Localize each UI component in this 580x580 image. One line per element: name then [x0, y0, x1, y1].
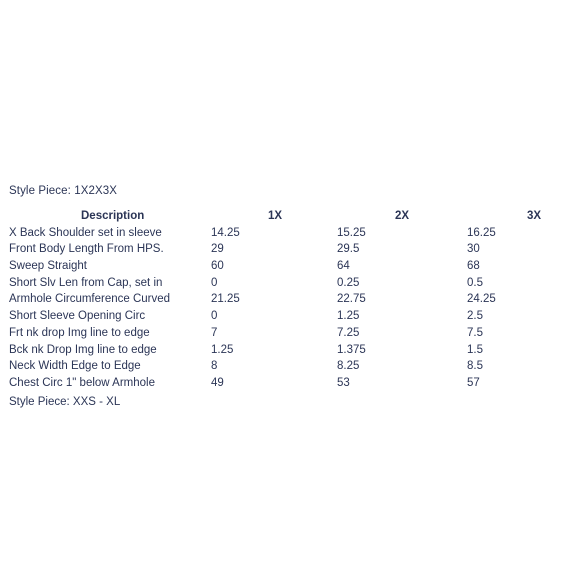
- row-value-1x: 7: [211, 326, 218, 339]
- table-row: [0, 325, 580, 342]
- row-value-2x: 1.25: [337, 310, 360, 323]
- size-spec-table: [0, 208, 580, 392]
- row-description: Sweep Straight: [9, 260, 87, 273]
- header-size-2x: 2X: [395, 210, 410, 222]
- row-value-1x: 21.25: [211, 293, 240, 306]
- row-description: Frt nk drop Img line to edge: [9, 326, 150, 339]
- row-value-2x: 29.5: [337, 243, 360, 256]
- row-description: Armhole Circumference Curved: [9, 293, 171, 306]
- header-size-1x: 1X: [268, 210, 283, 222]
- row-value-1x: 60: [211, 260, 224, 273]
- row-value-1x: 8: [211, 360, 218, 373]
- next-style-piece-title: Style Piece: XXS - XL: [9, 396, 121, 408]
- row-value-1x: 49: [211, 376, 224, 389]
- header-size-3x: 3X: [527, 210, 542, 222]
- header-description: Description: [81, 210, 145, 222]
- row-value-2x: 8.25: [337, 360, 360, 373]
- table-row: [0, 275, 580, 292]
- row-description: Short Slv Len from Cap, set in: [9, 276, 163, 289]
- row-value-1x: 0: [211, 276, 218, 289]
- row-value-3x: 57: [467, 376, 480, 389]
- row-value-1x: 29: [211, 243, 224, 256]
- row-value-2x: 64: [337, 260, 350, 273]
- row-description: Neck Width Edge to Edge: [9, 360, 141, 373]
- table-row: [0, 342, 580, 359]
- row-value-3x: 68: [467, 260, 480, 273]
- row-value-2x: 53: [337, 376, 350, 389]
- row-value-3x: 30: [467, 243, 480, 256]
- row-description: Chest Circ 1" below Armhole: [9, 376, 155, 389]
- table-row: [0, 375, 580, 392]
- row-value-3x: 2.5: [467, 310, 483, 323]
- row-value-3x: 16.25: [467, 226, 496, 239]
- row-value-2x: 15.25: [337, 226, 366, 239]
- row-description: X Back Shoulder set in sleeve: [9, 226, 162, 239]
- row-value-3x: 1.5: [467, 343, 483, 356]
- row-value-3x: 24.25: [467, 293, 496, 306]
- row-description: Short Sleeve Opening Circ: [9, 310, 146, 323]
- row-value-3x: 7.5: [467, 326, 483, 339]
- row-description: Bck nk Drop Img line to edge: [9, 343, 157, 356]
- table-row: [0, 225, 580, 242]
- row-value-3x: 0.5: [467, 276, 483, 289]
- row-value-1x: 14.25: [211, 226, 240, 239]
- row-value-3x: 8.5: [467, 360, 483, 373]
- table-row: [0, 358, 580, 375]
- table-row: [0, 258, 580, 275]
- row-value-1x: 1.25: [211, 343, 234, 356]
- table-header-row: [0, 208, 580, 225]
- row-value-2x: 0.25: [337, 276, 360, 289]
- row-value-2x: 7.25: [337, 326, 360, 339]
- row-value-2x: 22.75: [337, 293, 366, 306]
- style-piece-title: Style Piece: 1X2X3X: [9, 185, 118, 197]
- table-row: [0, 308, 580, 325]
- row-value-1x: 0: [211, 310, 218, 323]
- row-value-2x: 1.375: [337, 343, 366, 356]
- table-row: [0, 291, 580, 308]
- table-row: [0, 241, 580, 258]
- row-description: Front Body Length From HPS.: [9, 243, 164, 256]
